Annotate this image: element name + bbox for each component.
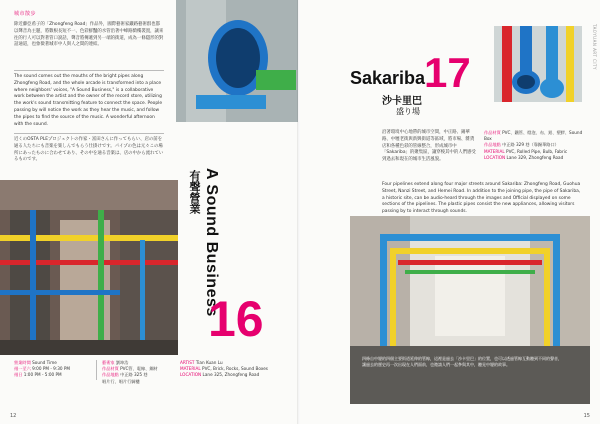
photo-blue-pipe-horn — [494, 26, 582, 102]
photo-caption: 四條自中壢的四個主要街道延伸的管線，這裡是過去「沙卡里巴」的位置，也可以透過管線互動聽到不同的聲音，讓過去的歷史再一次出現在人們面前，也邀請人們一起參與其中，聽見中壢的故事。 — [362, 356, 562, 367]
body-text-chinese: 除近藤亞希子的「Zhongfeng Road」作品外，國際藝術家鐵路藝術群也都以聲音為主題，將數根長短不一、色彩鮮豔的水管沿著中峰路騎樓裝置，讓來往的行人可以對著管口說話，聲音將傳遞到另一端的街道，成為一條隱形的對話通道，也象徵著城市中人與人之間的連結。 — [14, 22, 164, 48]
body-text-japanese: 近くのOSTA PLEプロジェクトの作家・富田さんに作ってもらい、店の前を通る人たちにも音楽を楽しんでもらう仕掛けです。パイプの色は元々この場所にあったものに合わせてあり、その中を通る音楽は、店の中から流れているものです。 — [14, 137, 164, 163]
right-page — [300, 0, 600, 424]
page-number-right: 15 — [583, 413, 590, 419]
info-artist-zh: 藝術家 劉坤浩 作品材質 PVC管、電線、鋼材 作品地點 中正路 325 巷 唱片行、唱片行騎樓 — [102, 360, 158, 384]
title-english: A Sound Business — [203, 168, 220, 317]
body-text-chinese: 沿著環境中心地帶的城市空間，中正路、錫華路、中壢老街與新興街道等區域，將市場、雜貨店和各種色彩的管線整合，形成城市中「Sakariba」的聚集區，讓穿梭其中的人們感受到過去和現在的城市生活風貌。 — [382, 130, 476, 163]
info-hours: 營業時間 Sound Time 週一至六 9:00 PM - 9:30 PM 週日 1:00 PM - 5:00 PM — [14, 360, 71, 378]
title-chinese: 有聲營業 — [188, 170, 200, 214]
side-tab: TAOYUAN ART CITY — [592, 24, 597, 70]
photo-sakariba-street — [350, 216, 590, 404]
site-number: 16 — [208, 291, 264, 347]
title-english: Sakariba — [350, 68, 426, 88]
info-artist-en: ARTIST Tian Kuan Lu MATERIAL PVC, Brick, Rocks, Sound Boxes LOCATION Lane 325, Zhongfeng Road — [180, 360, 268, 378]
info-block: 作品材質 PVC、鐵管、燈泡、布、鋁、塑膠、Sound Box 作品地點 中正路 329 巷（靠錫華路口） MATERIAL PVC, Rolled Pipe, Bulb, Fabric LOCATION Lane 329, Zhongfeng Road — [484, 130, 583, 160]
subtitle-japanese: 盛り場 — [396, 107, 420, 116]
page-number-left: 12 — [10, 413, 17, 419]
body-text-english: Four pipelines extend along four major streets around Sakariba: Zhongfeng Road, Guohua Street, Nanzi Street, and Hemei Road. In addition to the joining pipe, the pipe of Sakariba, a historic site, can be audio-heard through the images and Official displayed on some sections of the pipelines. The plastic pipes consist the new appliances, allowing visitors passing by to interact through sounds. — [382, 182, 581, 215]
divider — [96, 360, 97, 380]
section-tag: 城市散步 — [14, 11, 37, 17]
site-number: 17 — [424, 49, 471, 96]
divider — [14, 70, 164, 71]
body-text-english: The sound comes out the mouths of the bright pipes along Zhongfeng Road, and the whole arcade is transformed into a place where neighbors' voices, "A Sound Business," is a collaborative work between the artist and the owner of the record store, utilizing the work's sound transmitting feature to connect the space. People passing by will notice the work as they hear the music, and follow the pipes to find the source of the music. A wonderful afternoon with the sound. — [14, 74, 163, 127]
left-page — [0, 0, 298, 424]
photo-arcade-pipes — [0, 180, 178, 355]
photo-pipe-closeup — [176, 0, 298, 122]
title-chinese: 沙卡里巴 — [382, 96, 422, 107]
divider — [14, 133, 164, 134]
